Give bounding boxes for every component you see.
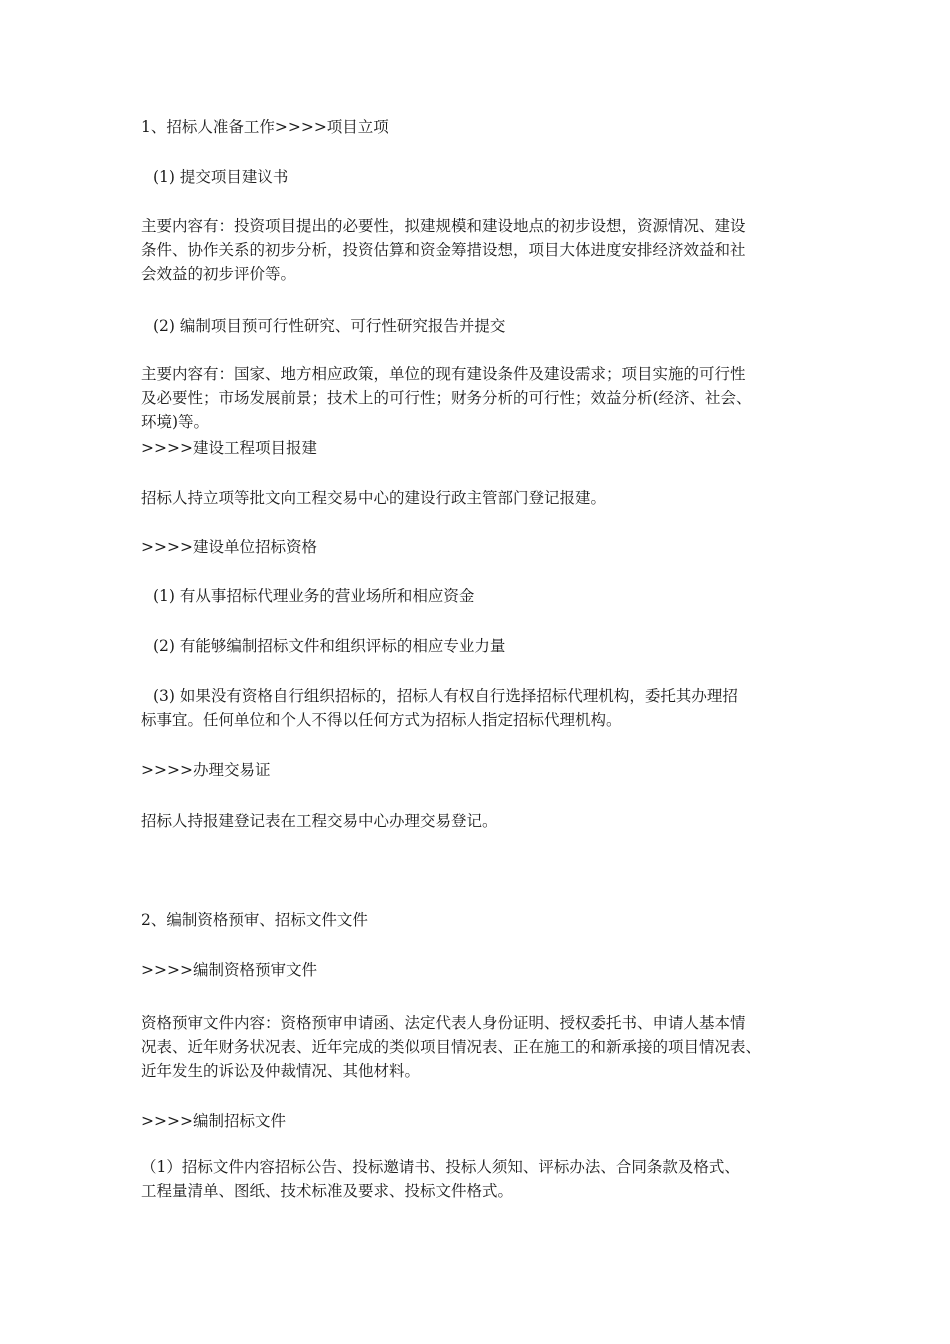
- baojian-body: 招标人持立项等批文向工程交易中心的建设行政主管部门登记报建。: [141, 489, 607, 507]
- text-line: 主要内容有：投资项目提出的必要性，拟建规模和建设地点的初步设想，资源情况、建设: [141, 217, 746, 235]
- text-line: 会效益的初步评价等。: [141, 265, 297, 283]
- text-line: 主要内容有：国家、地方相应政策，单位的现有建设条件及建设需求；项目实施的可行性: [141, 365, 746, 383]
- text-line: 工程量清单、图纸、技术标准及要求、投标文件格式。: [141, 1182, 514, 1200]
- yushen-body: [141, 1011, 821, 1083]
- subheading-baojian: >>>>建设工程项目报建: [141, 439, 317, 457]
- text-line: 环境)等。: [141, 413, 210, 431]
- item-1-title: (1) 提交项目建议书: [153, 168, 289, 186]
- zige-item-2: (2) 有能够编制招标文件和组织评标的相应专业力量: [153, 637, 506, 655]
- text-line: 资格预审文件内容：资格预审申请函、法定代表人身份证明、授权委托书、申请人基本情: [141, 1014, 746, 1032]
- zige-item-3: [141, 684, 821, 732]
- text-line: 标事宜。任何单位和个人不得以任何方式为招标人指定招标代理机构。: [141, 711, 622, 729]
- text-line: 近年发生的诉讼及仲裁情况、其他材料。: [141, 1062, 421, 1080]
- text-line: 条件、协作关系的初步分析，投资估算和资金筹措设想，项目大体进度安排经济效益和社: [141, 241, 746, 259]
- item-1-body: [141, 214, 821, 286]
- zhaobiao-body: [141, 1155, 821, 1203]
- text-line: 况表、近年财务状况表、近年完成的类似项目情况表、正在施工的和新承接的项目情况表、: [141, 1038, 762, 1056]
- text-line: （1）招标文件内容招标公告、投标邀请书、投标人须知、评标办法、合同条款及格式、: [141, 1158, 740, 1176]
- subheading-zige: >>>>建设单位招标资格: [141, 538, 317, 556]
- subheading-jiaoyi: >>>>办理交易证: [141, 761, 271, 779]
- item-2-title: (2) 编制项目预可行性研究、可行性研究报告并提交: [153, 317, 506, 335]
- text-line: (3) 如果没有资格自行组织招标的，招标人有权自行选择招标代理机构，委托其办理招: [153, 687, 738, 705]
- subheading-zhaobiao: >>>>编制招标文件: [141, 1112, 286, 1130]
- subheading-yushen: >>>>编制资格预审文件: [141, 961, 317, 979]
- jiaoyi-body: 招标人持报建登记表在工程交易中心办理交易登记。: [141, 812, 498, 830]
- zige-item-1: (1) 有从事招标代理业务的营业场所和相应资金: [153, 587, 475, 605]
- text-line: 及必要性；市场发展前景；技术上的可行性；财务分析的可行性；效益分析(经济、社会、: [141, 389, 752, 407]
- section-2-heading: 2、编制资格预审、招标文件文件: [141, 911, 368, 929]
- section-1-heading: 1、招标人准备工作>>>>项目立项: [141, 118, 389, 136]
- item-2-body: [141, 362, 821, 434]
